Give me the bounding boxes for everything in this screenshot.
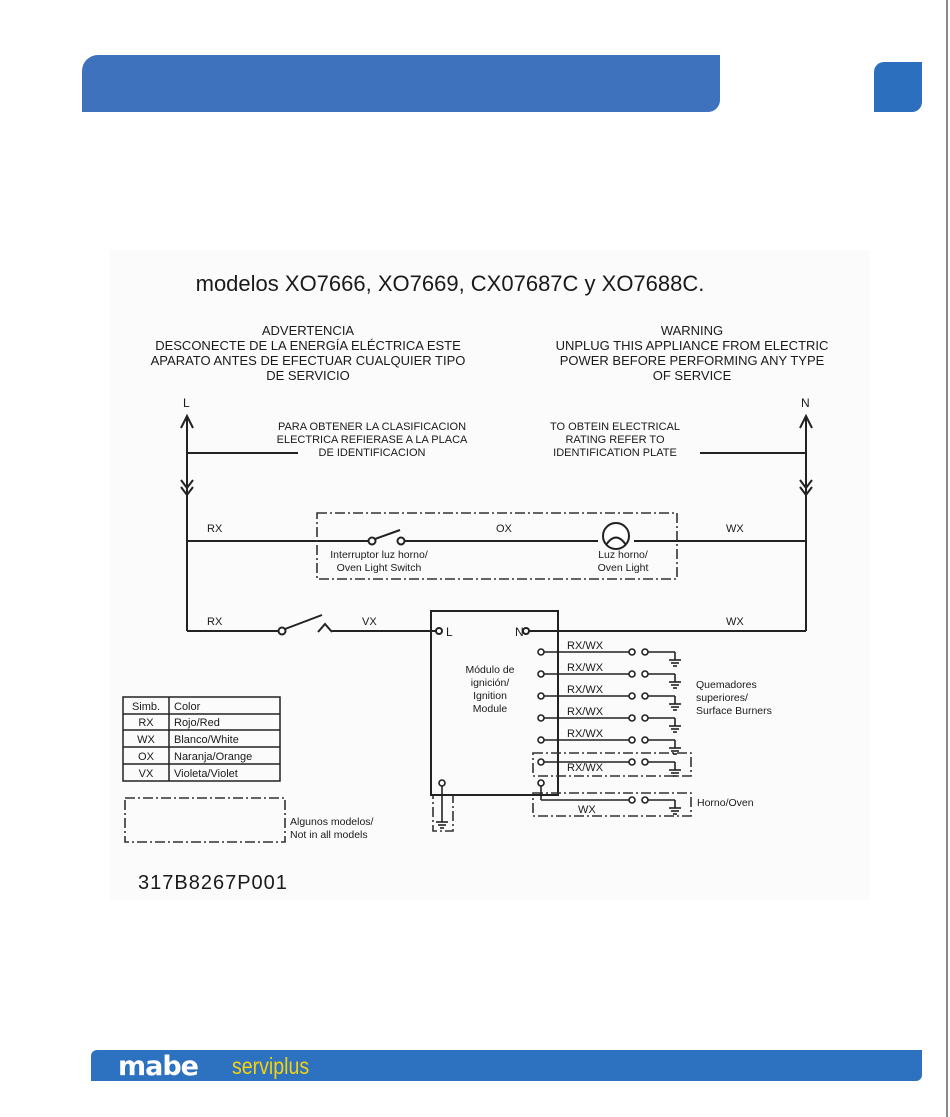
ground-icon: [669, 682, 681, 688]
rating-en-line: RATING REFER TO: [565, 434, 665, 446]
optional-burner-box: [533, 753, 691, 776]
oven-light-switch-icon: [369, 538, 376, 545]
rating-en-line: TO OBTEIN ELECTRICAL: [550, 421, 680, 433]
legend-header-color: Color: [174, 701, 201, 713]
module-label: Ignition: [473, 690, 507, 702]
legend-symbol: VX: [138, 768, 154, 780]
terminal-l-label: L: [183, 396, 190, 410]
oven-light-switch-label: Oven Light Switch: [336, 562, 422, 574]
wire-label-ox: OX: [496, 523, 512, 535]
wire-label-rx: RX: [207, 523, 223, 535]
warning-en-line: POWER BEFORE PERFORMING ANY TYPE: [559, 353, 825, 368]
module-ground-icon: [436, 822, 448, 828]
legend-symbol: RX: [138, 717, 154, 729]
oven-light-label: Luz horno/: [598, 549, 648, 561]
rating-en-line: IDENTIFICATION PLATE: [553, 447, 677, 459]
rating-es-line: PARA OBTENER LA CLASIFICACION: [277, 421, 467, 433]
optional-oven-box: [533, 793, 691, 816]
module-label: ignición/: [470, 677, 510, 689]
ignition-switch-icon: [279, 628, 286, 635]
warning-es-line: DE SERVICIO: [266, 368, 350, 383]
oven-label: Horno/Oven: [697, 797, 754, 809]
burner-wire-label: RX/WX: [567, 762, 604, 774]
wire-label-vx: VX: [362, 616, 377, 628]
wire-label-rx: RX: [207, 616, 223, 628]
legend-optional-box: [125, 798, 285, 842]
burner-wire-label: RX/WX: [567, 662, 604, 674]
oven-light-label: Oven Light: [597, 562, 649, 574]
burner-output: [538, 671, 681, 688]
part-number: 317B8267P001: [138, 872, 288, 894]
burner-output: [538, 737, 681, 754]
optional-note: Not in all models: [290, 829, 368, 841]
diagram-title: modelos XO7666, XO7669, CX07687C y XO7688C.: [195, 271, 705, 296]
terminal-n-label: N: [801, 396, 810, 410]
module-label: Módulo de: [465, 664, 515, 676]
legend-color: Rojo/Red: [174, 717, 220, 729]
rating-es-line: DE IDENTIFICACION: [318, 447, 426, 459]
oven-wire-label: WX: [578, 804, 596, 816]
burner-wire-label: RX/WX: [567, 728, 604, 740]
footer-bar: [91, 1050, 922, 1081]
legend-color: Naranja/Orange: [174, 751, 253, 763]
burners-label: Surface Burners: [696, 705, 772, 717]
legend-symbol: WX: [137, 734, 155, 746]
warning-en-heading: WARNING: [660, 323, 724, 338]
optional-note: Algunos modelos/: [290, 816, 374, 828]
ground-icon: [669, 660, 681, 666]
warning-en-line: UNPLUG THIS APPLIANCE FROM ELECTRIC: [555, 338, 829, 353]
burner-wire-label: RX/WX: [567, 640, 604, 652]
burner-wire-label: RX/WX: [567, 706, 604, 718]
rating-es-line: ELECTRICA REFIERASE A LA PLACA: [276, 434, 468, 446]
wire-label-wx: WX: [726, 523, 744, 535]
burners-label: Quemadores: [696, 679, 757, 691]
legend-header-symbol: Simb.: [131, 701, 161, 713]
ground-icon: [669, 770, 681, 776]
warning-es-line: APARATO ANTES DE EFECTUAR CUALQUIER TIPO: [150, 353, 466, 368]
module-label: Module: [472, 703, 508, 715]
burner-output: [538, 715, 681, 732]
module-terminal-l: L: [446, 625, 453, 639]
module-terminal-n: N: [515, 625, 524, 639]
oven-ground-icon: [669, 808, 681, 814]
warning-en-line: OF SERVICE: [652, 368, 732, 383]
legend-color: Violeta/Violet: [174, 768, 238, 780]
legend-color: Blanco/White: [174, 734, 239, 746]
warning-es-heading: ADVERTENCIA: [261, 323, 355, 338]
burner-output: [538, 759, 681, 776]
burner-output: [538, 649, 681, 666]
brand-logo-mabe: mabe: [118, 1051, 198, 1082]
wire-label-wx: WX: [726, 616, 744, 628]
oven-light-switch-label: Interruptor luz horno/: [330, 549, 428, 561]
ground-icon: [669, 726, 681, 732]
ground-icon: [669, 704, 681, 710]
warning-es-line: DESCONECTE DE LA ENERGÍA ELÉCTRICA ESTE: [155, 338, 461, 353]
burner-output: [538, 693, 681, 710]
burners-label: superiores/: [696, 692, 748, 704]
legend-symbol: OX: [138, 751, 154, 763]
brand-logo-serviplus: serviplus: [232, 1053, 310, 1079]
burner-wire-label: RX/WX: [567, 684, 604, 696]
